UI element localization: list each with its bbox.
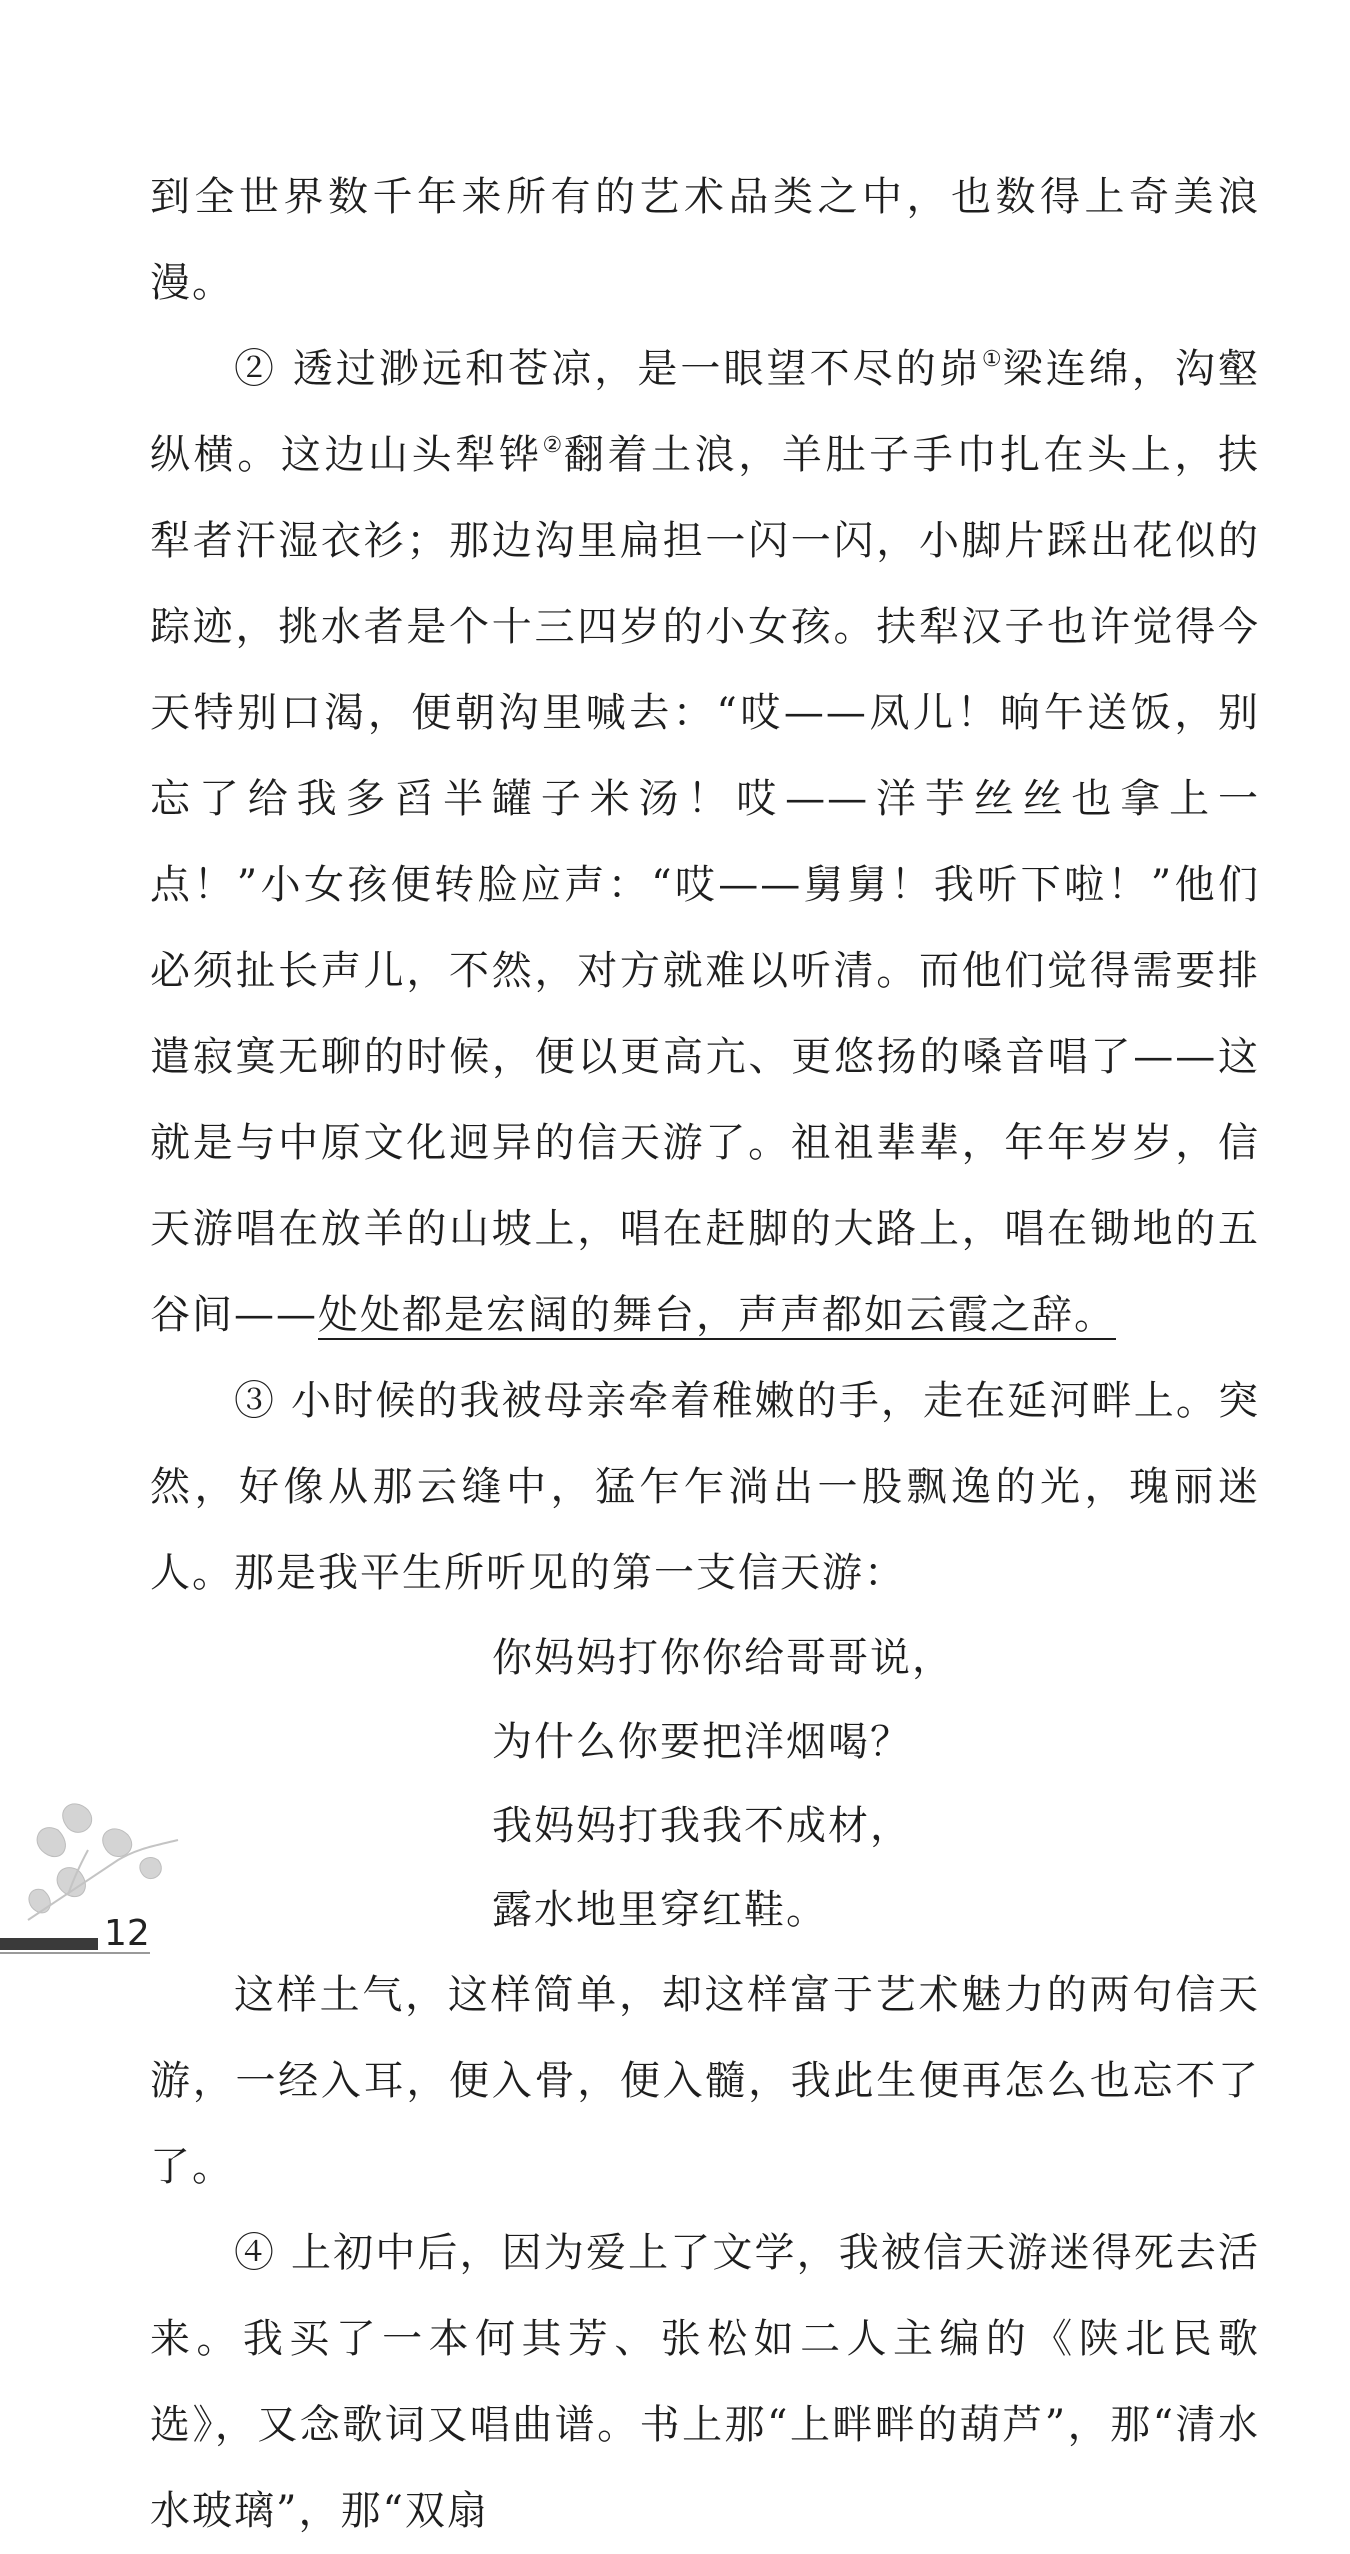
paragraph-2-text-b: 梁连绵，沟壑纵横。这边山头犁铧 (150, 346, 1260, 478)
leaf-decoration-icon (18, 1790, 188, 1940)
paragraph-1-text: 到全世界数千年来所有的艺术品类之中，也数得上奇美浪漫。 (150, 174, 1260, 306)
paragraph-5-text: ④ 上初中后，因为爱上了文学，我被信天游迷得死去活来。我买了一本何其芳、张松如二人主编的《陕北民歌选》，又念歌词又唱曲谱。书上那“上畔畔的葫芦”，那“清水水玻璃”，那“双扇 (150, 2230, 1260, 2534)
body-text (150, 154, 1260, 2554)
poem-block (150, 1616, 1260, 1952)
paragraph-4-text: 这样土气，这样简单，却这样富于艺术魅力的两句信天游，一经入耳，便入骨，便入髓，我此生便再怎么也忘不了了。 (150, 1972, 1260, 2190)
paragraph-2-text-a: ② 透过渺远和苍凉，是一眼望不尽的峁 (234, 346, 982, 392)
paragraph-3 (150, 1358, 1260, 1616)
paragraph-3-text: ③ 小时候的我被母亲牵着稚嫩的手，走在延河畔上。突然，好像从那云缝中，猛乍乍淌出一股飘逸的光，瑰丽迷人。那是我平生所听见的第一支信天游： (150, 1378, 1260, 1596)
footnote-marker-2: ② (542, 433, 564, 458)
poem-line: 为什么你要把洋烟喝？ (492, 1719, 912, 1765)
footer-bar (0, 1938, 98, 1950)
paragraph-5 (150, 2210, 1260, 2554)
underlined-sentence: 处处都是宏阔的舞台，声声都如云霞之辞。 (318, 1292, 1116, 1338)
page-number: 12 (104, 1913, 150, 1954)
paragraph-2-text-c: 翻着土浪，羊肚子手巾扎在头上，扶犁者汗湿衣衫；那边沟里扁担一闪一闪，小脚片踩出花似的踪迹，挑水者是个十三四岁的小女孩。扶犁汉子也许觉得今天特别口渴，便朝沟里喊去：“哎——凤儿！晌午送饭，别忘了给我多舀半罐子米汤！哎——洋芋丝丝也拿上一点！”小女孩便转脸应声：“哎——舅舅！我听下啦！”他们必须扯长声儿，不然，对方就难以听清。而他们觉得需要排遣寂寞无聊的时候，便以更高亢、更悠扬的嗓音唱了——这就是与中原文化迥异的信天游了。祖祖辈辈，年年岁岁，信天游唱在放羊的山坡上，唱在赶脚的大路上，唱在锄地的五谷间—— (150, 432, 1261, 1338)
poem-line: 露水地里穿红鞋。 (492, 1887, 828, 1933)
paragraph-2 (150, 326, 1260, 1358)
paragraph-1 (150, 154, 1260, 326)
footnote-marker-1: ① (981, 347, 1003, 372)
poem-line: 我妈妈打我我不成材， (492, 1803, 912, 1849)
poem-line: 你妈妈打你你给哥哥说， (492, 1635, 954, 1681)
